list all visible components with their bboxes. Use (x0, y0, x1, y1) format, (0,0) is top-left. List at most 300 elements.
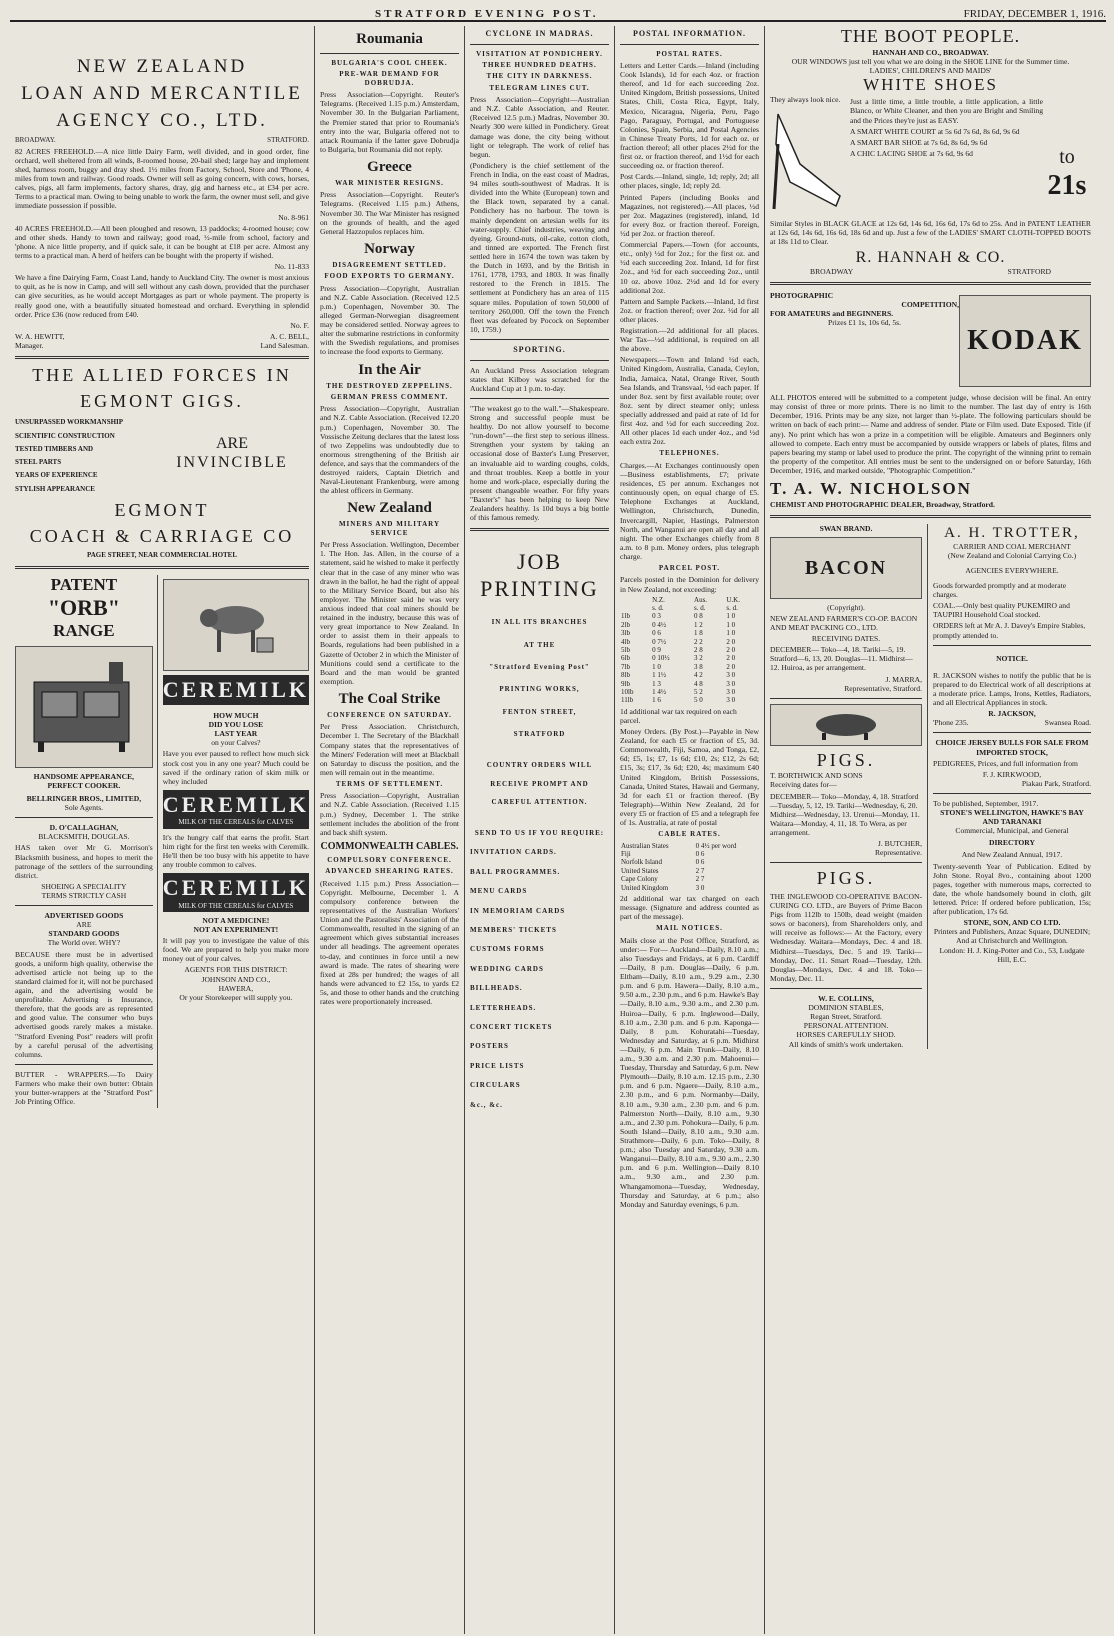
table-cell: 0 10½ (652, 654, 670, 663)
postal-cards: Post Cards.—Inland, single, 1d; reply, 2d; all other places, single, 1d; reply 2d. (620, 172, 759, 191)
table-cell: 3 0 (726, 687, 736, 696)
money-orders: Money Orders. (By Post.)—Payable in New Zealand, for each £5 or fraction of £5, 3d. Commonwealth, Fiji, Samoa, and Tonga, £2, 6d; £5, 1s; £7, 1s 6d; £10, 2s; £12, 2s 6d; £15, 3s; £17, 3s 6d; £20, 4s; maximum £40 United Kingdom, British Possessions, Canada, United States, Hawaii and Germany, 3d for each £1 or fraction thereof. (By Telegraph)—Within New Zealand, 2d for every £5 or fraction of £5 and a telegraph fee of 1s. Australia, at rate of postal (620, 726, 759, 828)
boot-ladies: LADIES', CHILDREN'S AND MAIDS' (869, 65, 992, 75)
collins-name: W. E. COLLINS, (818, 994, 874, 1003)
boot-body (770, 95, 1091, 216)
table-row (620, 875, 759, 883)
table-cell: Fiji (621, 849, 631, 858)
farm-ad-3: We have a fine Dairying Farm, Coast Land, handy to Auckland City. The owner is most anxious to quit, as he is now in Camp, and will sell without any cash down, provided that the purchaser can give securities, as he would accept Mortgages as part or whole payment. The property is really good one, with a beautifully situated homestead and orchard. Everything in splendid order. Price £36 (now reduced from £40. (15, 273, 309, 319)
collins-all: All kinds of smith's work undertaken. (788, 1039, 904, 1049)
job-item: CONCERT TICKETS (470, 1022, 553, 1031)
col5-lower-left (770, 524, 928, 1049)
norway-sub-2: FOOD EXPORTS TO GERMANY. (324, 272, 455, 281)
pigs-heading-2: PIGS. (816, 868, 876, 889)
table-cell: 1 3 (652, 679, 661, 688)
ceremilk-body-3: It will pay you to investigate the value of this food. We are prepared to help you make more money out of your calves. (162, 936, 309, 964)
mail-notices-body: Mails close at the Post Office, Stratford, as under:— For— Auckland—Daily, 8.10 a.m.; also Tuesdays and Fridays, at 6 p.m. Cardiff—Daily, 8 p.m. Douglas—Daily, 6 p.m. Eltham—Daily, 8.10 a.m., 9.29 a.m., 2.30 p.m. and 6 p.m. Hawera—Daily, 8.10 a.m., 9.50 a.m., 2.30 p.m., and 6 p.m. Hawke's Bay—Daily, 8.10 a.m., 9.30 a.m., and 2.30 p.m. Huiroa—Daily, 6 p.m. Inglewood—Daily, 8.10 a.m., 2.30 p.m. and 6 p.m. Kaponga—Daily, 8 p.m. Kohuratahi—Tuesday, Wednesday and Saturday, at 6 p.m. Midhirst—Daily, 6 p.m. Main Trunk—Daily, 8.10 a.m., 9.30 a.m. and 2.30 p.m. Mahoenui—Tuesday, Thursday and Saturday, 6 p.m. New Plymouth—Daily, 8.10 a.m. 12.15 p.m., 2.30 p.m. and 6 p.m. Ngaere—Daily, 8.10 a.m., 2.30 p.m., and 6 p.m. Normanby—Daily, 8.10 a.m., 9.30 a.m., 2.30 p.m. and 6 p.m. Palmerston North—Daily, 8.10 a.m., 9.30 a.m., and 2.30 p.m. Pohokura—Daily, 6 p.m. South Island—Daily, 8.10 a.m., 9.30 a.m. Strathmore—Daily, 6 p.m. Toko—Daily, 8 p.m.; also Tuesday and Saturday, 9.30 a.m. Wanganui—Daily, 8.10 a.m., 9.30 a.m., 2.30 p.m. and 6 p.m. Wellington—Daily 8.10 a.m., 9.30 a.m., and 2.30 p.m. Whangamomona—Tuesday, Wednesday, Thursday and Saturday, at 6 p.m.; also Monday and Saturday evenings, 6 p.m. (620, 935, 759, 1209)
orb-range-ad (15, 575, 158, 1109)
boot-white-shoes: WHITE SHOES (863, 74, 998, 94)
telephones-heading: TELEPHONES. (659, 449, 720, 458)
ceremilk-how-much: HOW MUCH (213, 711, 259, 721)
parcel-note: 1d additional war tax required on each parcel. (620, 706, 737, 725)
egmont-address: PAGE STREET, NEAR COMMERCIAL HOTEL (86, 551, 238, 560)
adv-goods-heading-1: ADVERTISED GOODS (44, 911, 124, 921)
table-cell: 1 1½ (652, 671, 667, 680)
directory-body: Twenty-seventh Year of Publication. Edited by John Stone. Royal 8vo., containing about 1200 pages, together with numerous maps, corrected to date, the whole handsomely bound in cloth, gilt lettered. Price: If ordered before publication, 15s; after publication, 17s 6d. (933, 861, 1091, 917)
in-the-air-sub-1: THE DESTROYED ZEPPELINS. (326, 381, 453, 390)
job-item: INVITATION CARDS. (470, 848, 557, 857)
bacon-pig-logo: BACON (770, 537, 922, 599)
egmont-features (15, 416, 309, 496)
ocallaghan-name: D. O'CALLAGHAN, (49, 823, 119, 833)
pigs-firm-1: T. BORTHWICK AND SONS (770, 771, 863, 781)
table-subheader (620, 604, 759, 612)
bacon-copyright: (Copyright). (827, 602, 865, 612)
table-cell: 0 4½ (652, 620, 667, 629)
sporting-heading: SPORTING. (513, 345, 566, 354)
coal-strike-heading: The Coal Strike (338, 690, 441, 707)
table-cell: 1 0 (726, 612, 736, 621)
cyclone-heading: CYCLONE IN MADRAS. (485, 29, 594, 38)
col5-lower (770, 524, 1091, 1049)
table-cell: 4 2 (694, 671, 703, 680)
postal-rates-heading: POSTAL RATES. (656, 49, 723, 58)
columns (10, 26, 1106, 1634)
orb-ceremilk-section (15, 575, 309, 1109)
job-at-the: AT THE (523, 640, 556, 649)
farm-ad-1-number: No. 8-961 (278, 212, 309, 222)
postal-info-heading: POSTAL INFORMATION. (633, 29, 746, 38)
column-4 (615, 26, 765, 1634)
nz-loan-title-3: AGENCY CO., LTD. (56, 109, 268, 131)
orb-agents: BELLRINGER BROS., LIMITED, (26, 794, 142, 804)
nz-loan-title-2: LOAN AND MERCANTILE (21, 82, 303, 104)
masthead-date: FRIDAY, DECEMBER 1, 1916. (963, 8, 1106, 20)
table-cell (620, 604, 651, 612)
trotter-orders: ORDERS left at Mr A. J. Davey's Empire Stables, promptly attended to. (933, 621, 1086, 640)
coal-strike-sub-2: TERMS OF SETTLEMENT. (335, 779, 444, 788)
cable-note: 2d additional war tax charged on each message. (Signature and address counted as part of the message). (620, 893, 759, 922)
table-cell: s. d. (726, 604, 738, 613)
baxters-ad: "The weakest go to the wall."—Shakespeare. Strong and successful people must be healthy. Do not allow yourself to become "run-down"—the first step to serious illness. Strengthen your system by taking an occasional dose of Baxter's Lung Preserver, an invaluable aid to warding coughs, colds, and throat troubles. Keep a bottle in your home and work-place, especially during the present changeable weather. For fifty years "Baxter's" has been helping to keep New Zealanders healthy. 1s 10d buys a big bottle of this famous remedy. (470, 403, 609, 523)
boot-to: to (1059, 146, 1075, 169)
directory-annual: And New Zealand Annual, 1917. (961, 850, 1063, 860)
bacon-dates: DECEMBER— Toko—4, 18. Tariki—5, 19. Stratford—6, 13, 20. Douglas—11. Midhirst—12. Huiroa, as per arrangement. (770, 645, 913, 673)
notice-contact: 'Phone 235. Swansea Road. (933, 718, 1091, 728)
ceremilk-agent-name: JOHNSON AND CO., (201, 974, 271, 984)
table-cell (620, 596, 651, 604)
table-row (620, 696, 759, 704)
notice-heading: NOTICE. (996, 653, 1028, 663)
table-cell: 1 8 (694, 629, 703, 638)
egmont-feature: UNSURPASSED WORKMANSHIP (15, 418, 124, 427)
ceremilk-did-you-lose: DID YOU LOSE (208, 720, 264, 730)
table-cell: 3 0 (726, 679, 736, 688)
egmont-feature: YEARS OF EXPERIENCE (15, 471, 98, 480)
boot-description: Just a little time, a little trouble, a little application, a little Blanco, or White Cleaner, and then you are Bright and Smiling and the Prices they're just as EASY. (850, 97, 1043, 125)
parcel-post-heading: PARCEL POST. (658, 564, 721, 573)
orb-perfect: PERFECT COOKER. (47, 780, 121, 790)
parcel-post-body: Parcels posted in the Dominion for delivery in New Zealand, not exceeding: (620, 575, 759, 594)
table-row (620, 680, 759, 688)
ocallaghan-shoeing: SHOEING A SPECIALITY (41, 881, 127, 891)
stove-icon (24, 657, 144, 757)
egmont-feature-list (15, 416, 155, 496)
table-cell: 7lb (621, 662, 630, 671)
table-row (620, 663, 759, 671)
kodak-logo: KODAK (967, 325, 1083, 357)
pig-illustration (770, 704, 922, 746)
table-cell: 2 0 (726, 646, 736, 655)
table-row (620, 629, 759, 637)
table-cell: s. d. (694, 604, 706, 613)
kodak-prizes: Prizes £1 1s, 10s 6d, 5s. (828, 318, 901, 328)
job-item: CIRCULARS (470, 1081, 521, 1090)
cable-rates-table (620, 842, 759, 892)
table-cell: 3 0 (726, 696, 736, 705)
shoe-illustration: They always look nice. (770, 95, 850, 216)
job-item: MEMBERS' TICKETS (470, 925, 557, 934)
table-cell: 1lb (621, 612, 630, 621)
greece-body: Press Association—Copyright. Reuter's Telegrams. (Received 1.15 p.m.) Athens, November 30. The War Minister has resigned on the grounds of health, and the aged General Hazzopulos replaces him. (320, 190, 459, 236)
table-cell: 3 2 (694, 654, 703, 663)
egmont-feature: STYLISH APPEARANCE (15, 484, 95, 493)
kodak-illustration (959, 295, 1091, 387)
ocallaghan-terms: TERMS STRICTLY CASH (41, 891, 127, 900)
boot-price-2: A SMART BAR SHOE at 7s 6d, 8s 6d, 9s 6d (850, 137, 988, 147)
directory-heading: DIRECTORY (988, 838, 1035, 848)
boot-price-3: A CHIC LACING SHOE at 7s 6d, 9s 6d (850, 148, 973, 158)
pigs-sub-1: Receiving dates for— (770, 780, 837, 790)
table-row (620, 842, 759, 850)
commonwealth-body: (Received 1.15 p.m.) Press Association—Copyright. Melbourne, December 1. A compulsory conference between the representatives of the Australian Workers' Union and the Pastoralists' Association of the Commonwealth, resulted in the signing of an agreement which gives substantial increases under all headings. The agreement operates to-day, and continues in force until a new award is made. The rates of shearing were fixed at 28s per hundred; the wages of all hands were advanced to £2 15s, to yards £2 5s, and those to other hands and the crutching rates were proportionately increased. (320, 878, 459, 1007)
orb-title-2: "ORB" (47, 595, 120, 621)
table-cell: 2 8 (694, 646, 703, 655)
roumania-heading: Roumania (356, 31, 423, 47)
table-row (620, 688, 759, 696)
ceremilk-agent-town: HAWERA, (218, 983, 254, 993)
shoe-icon (770, 104, 848, 214)
directory-title: STONE'S WELLINGTON, HAWKE'S BAY AND TARANAKI (940, 808, 1084, 827)
table-cell: 2lb (621, 620, 630, 629)
job-item: WEDDING CARDS (470, 964, 544, 973)
ceremilk-logo-2: CEREMILK MILK OF THE CEREALS for CALVES (163, 790, 309, 829)
job-item: BILLHEADS. (470, 984, 523, 993)
printing-heading: PRINTING (480, 575, 599, 601)
orb-title-3: RANGE (53, 621, 115, 641)
ceremilk-not-experiment: NOT AN EXPERIMENT! (193, 925, 279, 934)
table-cell: 0 4½ per word (695, 841, 737, 850)
sporting-body: An Auckland Press Association telegram states that Kilboy was scratched for the Auckland Cup at 1 p.m. to-day. (470, 365, 609, 393)
column-1 (10, 26, 315, 1634)
ceremilk-on-calves: on your Calves? (211, 738, 261, 748)
job-item: PRICE LISTS (470, 1061, 525, 1070)
farm-ad-2: 40 ACRES FREEHOLD.—All been ploughed and resown, 13 paddocks; 4-roomed house; cow and other sheds. Handy to town and railway; good road, ½-mile from school, factory and 'phone. A nice little property, and if quick sale, it can be bought at £18 per acre. Almost any terms to a practical man. A herd of heifers can be bought with the property if wished. (15, 223, 309, 260)
postal-registration: Registration.—2d additional for all places. War Tax—½d additional, is required on all the above. (620, 326, 759, 354)
table-cell: 0 8 (694, 612, 703, 621)
table-cell: 3 8 (694, 662, 703, 671)
ceremilk-body-1: Have you ever paused to reflect how much sick stock cost you in any one year? Much could be saved if the ordinary ration of skim milk or whey included (162, 749, 309, 786)
coal-strike-body-2: Press Association—Copyright, Australian and N.Z. Cable Association. (Received 1.15 p.m.) Sydney, December 1. The strike settlement includes the abolition of the front and back shift system. (320, 791, 459, 837)
table-cell: 2 7 (695, 875, 705, 884)
job-item: MENU CARDS (470, 887, 528, 896)
commonwealth-sub-1: COMPULSORY CONFERENCE. (327, 855, 452, 864)
table-cell: 1 2 (694, 620, 703, 629)
pigs-heading-1: PIGS. (816, 749, 876, 770)
job-items-list (470, 848, 609, 1108)
job-heading: JOB (516, 549, 563, 575)
ceremilk-logo-1: CEREMILK (163, 675, 309, 705)
range-stove-illustration (15, 646, 153, 768)
coal-strike-sub: CONFERENCE ON SATURDAY. (327, 710, 452, 719)
table-cell: 2 0 (726, 637, 736, 646)
trotter-agencies: AGENCIES EVERYWHERE. (965, 565, 1059, 575)
nicholson-name: T. A. W. NICHOLSON (770, 479, 972, 499)
table-cell: 5lb (621, 646, 630, 655)
job-item: IN MEMORIAM CARDS (470, 906, 566, 915)
bulls-heading: CHOICE JERSEY BULLS FOR SALE FROM IMPORTED STOCK, (935, 738, 1089, 757)
adv-goods-heading-2: ARE (76, 920, 92, 930)
norway-body: Press Association—Copyright, Australian and N.Z. Cable Association. (Received 12.5 p.m.) Copenhagen, November 30. The alleged German-Norwegian disagreement may be considered settled. Norway agrees to alter the submarine restrictions in conformity with the Swedish regulations, and promises to increase the food exports to Germany. (320, 283, 459, 357)
bacon-receiving: RECEIVING DATES. (811, 634, 881, 644)
table-cell: 2 0 (726, 654, 736, 663)
table-row (620, 654, 759, 662)
nz-loan-signatures: W. A. HEWITT, Manager. A. C. BELL, Land Salesman. (15, 331, 309, 350)
egmont-company-1: EGMONT (114, 500, 210, 521)
postal-letters: Letters and Letter Cards.—Inland (including Cook Islands), 1d for each 4oz. or fraction thereof, and 1d for each succeeding 2oz. United Kingdom, British possessions, United States, Chili, Costa Rica, Egypt, Italy, Mexico, Nicaragua, Nigeria, Peru, Pago Pago, Paraguay, Portugal, and Portuguese Colonies, Spain, Serbia, and Postal Agencies in Chinese Treaty Ports, 1d for each oz. or fraction thereof; all other places 2½d for the first oz. or fraction thereof, and 1½d for each succeeding oz. or fraction thereof. (620, 60, 759, 171)
trotter-coal: COAL.—Only best quality PUKEMIRO and TAUPIRI Household Coal stocked. (933, 601, 1070, 620)
kodak-competition (770, 291, 1091, 391)
table-cell: 4lb (621, 637, 630, 646)
masthead (10, 2, 1106, 22)
trotter-sub: (New Zealand and Colonial Carrying Co.) (947, 550, 1077, 560)
pigs-rep-1: J. BUTCHER, (877, 839, 922, 849)
column-5 (765, 26, 1096, 1634)
postal-commercial: Commercial Papers.—Town (for accounts, etc., only) ½d for 2oz.; for the first oz. and ½d each succeeding 2oz. Inland, 1d for first 2oz., and ½d for each succeeding 2oz., until 10 oz. above 10oz. 2½d and 1d for every additional 2oz. (620, 240, 759, 295)
bulls-name: F. J. KIRKWOOD, (982, 769, 1042, 779)
bacon-brand: SWAN BRAND. (819, 523, 873, 533)
bulls-address: Piakau Park, Stratford. (1021, 778, 1091, 788)
cyclone-body: Press Association—Copyright—Australian and N.Z. Cable Association, and Reuter. (Received 12.5 p.m.) Madras, November 30. Nearly 300 were killed in Pondichery. Great damage was done, the city being without light or telegraph. The work of relief has begun. (470, 95, 609, 159)
table-cell: 2 7 (695, 866, 705, 875)
table-row (620, 646, 759, 654)
pigs-rep-title-1: Representative. (874, 848, 922, 858)
column-2 (315, 26, 465, 1634)
boot-price-1: A SMART WHITE COURT at 5s 6d 7s 6d, 8s 6d, 9s 6d (850, 126, 1020, 136)
table-cell: 0 6 (695, 858, 705, 867)
table-row (620, 858, 759, 866)
table-cell: United Kingdom (621, 883, 669, 892)
table-cell: Australian States (621, 841, 669, 850)
collins-shod: HORSES CAREFULLY SHOD. (796, 1030, 896, 1040)
egmont-headline-2: EGMONT GIGS. (80, 390, 244, 411)
adv-goods-heading-3: STANDARD GOODS (48, 929, 120, 939)
table-cell: 1 0 (652, 662, 661, 671)
job-item: &c., &c. (470, 1100, 503, 1109)
ceremilk-agents: AGENTS FOR THIS DISTRICT: (184, 965, 288, 975)
job-branches: IN ALL ITS BRANCHES (491, 618, 588, 627)
postal-samples: Pattern and Sample Packets.—Inland, 1d first 2oz. or fraction thereof; over 2oz. ½d for all other places. (620, 296, 759, 324)
cyclone-sub-4: TELEGRAM LINES CUT. (489, 83, 590, 92)
ceremilk-last-year: LAST YEAR (214, 729, 258, 739)
cyclone-sub-3: THE CITY IN DARKNESS. (486, 72, 593, 81)
ocallaghan-body: HAS taken over Mr G. Morrison's Blacksmith business, and hopes to merit the patronage of the settlers of the surrounding district. (15, 843, 153, 880)
table-cell: 11lb (621, 696, 634, 705)
directory-firm: STONE, SON, AND CO LTD. (963, 918, 1061, 928)
adv-goods-heading-4: The World over. WHY? (47, 938, 121, 948)
in-the-air-body: Press Association—Copyright, Australian and N.Z. Cable Association. (Received 12.20 p.m.) Copenhagen, November 30. The Vossische Zeitung declares that the latest loss of two Zeppelins was undoubtedly due to enormous strengthening of the British air defence, and says that the commanders of the destroyed raiders, Captain Dietrich and Naval-Lieutenant Frankenburg, were among the ablest officers in Germany. (320, 404, 459, 496)
masthead-title: STRATFORD EVENING POST. (375, 8, 599, 20)
egmont-company-2: COACH & CARRIAGE CO (29, 525, 295, 546)
egmont-invincible: INVINCIBLE (176, 454, 288, 472)
orb-handsome: HANDSOME APPEARANCE, (33, 771, 135, 781)
collins-attention: PERSONAL ATTENTION. (803, 1021, 889, 1031)
table-cell: 0 9 (652, 646, 661, 655)
job-town: STRATFORD (513, 730, 566, 739)
parcel-rates-table (620, 596, 759, 705)
roumania-sub-2: PRE-WAR DEMAND FOR DOBRUDJA. (339, 70, 440, 87)
cyclone-sub-2: THREE HUNDRED DEATHS. (482, 60, 597, 69)
kodak-heading-1: PHOTOGRAPHIC (770, 291, 834, 301)
farm-ad-2-number: No. 11-833 (274, 262, 309, 272)
table-row (620, 671, 759, 679)
job-country-orders: COUNTRY ORDERS WILL RECEIVE PROMPT AND CAREFUL ATTENTION. (486, 761, 593, 806)
collins-stables: DOMINION STABLES, (808, 1003, 884, 1013)
ceremilk-not-medicine: NOT A MEDICINE! (202, 915, 270, 925)
pig-icon (806, 709, 886, 741)
boot-company-address: BROADWAY STRATFORD (810, 267, 1051, 277)
orb-agents-sole: Sole Agents. (64, 803, 104, 813)
cyclone-body-2: (Pondichery is the chief settlement of the French in India, on the east coast of Madras, 94 miles south-southwest of Madras. It is divided into the White (European) town and the Black town, separated by a canal. Pondichery has no harbour. The town is mainly dependent on artesian wells for its water-supply. Chief industries, weaving and dyeing. Ground-nuts, oil-cake, cotton cloth, and tinned are exported. The French first settled here in 1674 the town was taken by the Dutch in 1693, and by the British in 1761, 1778, 1793, and 1803. It was finally restored to the French in 1815. The settlement at Pondichery has an area of 115 square miles. Population of town 50,000 of territory 260,000. Off the town the French fleet was defeated by Pocock on September 10, 1759.) (470, 160, 609, 334)
job-item: LETTERHEADS. (470, 1003, 537, 1012)
trotter-name: A. H. TROTTER, (944, 524, 1080, 541)
table-cell: Norfolk Island (621, 858, 663, 867)
kodak-body: ALL PHOTOS entered will be submitted to a competent judge, whose decision will be final. An entry may consist of three or more prints. There is no limit to the number. The last day of entry is 16th December, 1916. Prints may be any size, not larger than ½-plate. The following particulars should be written on back of each print:— Name and address of sender. Plate or Film used. Date Exposed. Title (if any). No print which has won a prize in a competition will be eligible. Amateurs and Beginners only allowed to compete. Each entry must be accompanied by outside wrappers or labels of plates, films and papers bearing my stamp or label used to produce the print. The copyright of the winning print to remain the property of the competitor. All entries must be sent to the undersigned on or before Saturday, 16th December, 1916, and marked outside, "Photographic Competition." (770, 393, 1091, 476)
table-cell: 0 7½ (652, 637, 667, 646)
table-cell: 3 0 (695, 883, 705, 892)
in-the-air-sub-2: GERMAN PRESS COMMENT. (330, 392, 449, 401)
farm-ad-3-number: No. F. (290, 320, 309, 330)
table-cell: Cape Colony (621, 875, 658, 884)
commonwealth-heading: COMMONWEALTH CABLES. (320, 840, 459, 852)
kodak-heading-2: COMPETITION, (901, 300, 959, 310)
egmont-feature: TESTED TIMBERS AND (15, 444, 94, 453)
table-cell: 6lb (621, 654, 630, 663)
calf-illustration (163, 579, 309, 671)
trotter-trade: CARRIER AND COAL MERCHANT (953, 541, 1071, 551)
postal-printed: Printed Papers (including Books and Magazines, not registered).—All places, ½d per 2oz. Magazines (registered), inland, 1d for every 8oz. or fraction thereof. Foreign, ½d per 2oz. or fraction thereof. (620, 192, 759, 238)
egmont-headline-1: THE ALLIED FORCES IN (32, 365, 292, 386)
job-send: SEND TO US IF YOU REQUIRE: (474, 829, 605, 838)
egmont-feature: STEEL PARTS (15, 458, 62, 467)
boot-firm: HANNAH AND CO., BROADWAY. (872, 47, 989, 57)
table-cell: 2 2 (694, 637, 703, 646)
table-cell: 0 6 (695, 849, 705, 858)
egmont-feature: SCIENTIFIC CONSTRUCTION (15, 431, 115, 440)
norway-heading: Norway (364, 240, 415, 257)
bacon-rep-name: J. MARRA, (885, 674, 922, 684)
table-cell: 1 0 (726, 620, 736, 629)
pigs-body-2: THE INGLEWOOD CO-OPERATIVE BACON-CURING CO. LTD., are Buyers of Prime Bacon Pigs from 112lb to 150lb, dead weight (maiden sows or baconers), from Shareholders only, and will receive as follows:— At the Factory, every Wednesday. Waitara—Mondays, Dec. 4 and 18. Midhirst—Tuesdays, Dec. 5 and 19. Tariki—Monday, Dec. 11. Smart Road—Tuesday, 12th. Douglas—Mondays, Dec. 4 and 18. Toko—Monday, Dec. 11. (770, 891, 922, 983)
job-street: FENTON STREET, (502, 707, 577, 716)
pigs-dates-1: DECEMBER— Toko—Monday, 4, 18. Stratford—Tuesday, 5, 12, 19. Tariki—Wednesday, 6, 20. Midhirst—Wednesday, 13. Urenui—Monday, 11. Waitara—Monday, 4, 11, 18. To Wera, as per arrangement. (770, 791, 920, 837)
table-cell: 10lb (621, 687, 634, 696)
orb-title-1: PATENT (50, 574, 118, 594)
table-cell: 8lb (621, 671, 630, 680)
job-office: "Stratford Evening Post" (489, 662, 590, 671)
greece-heading: Greece (367, 158, 412, 175)
cable-rates-heading: CABLE RATES. (658, 830, 721, 839)
table-row (620, 867, 759, 875)
column-3 (465, 26, 615, 1634)
adv-goods-body: BECAUSE there must be in advertised goods, a uniform high quality, otherwise the advertised article not being up to the standard claimed for it, will not be purchased again, and the advertising would be unprofitable. Advertising is Insurance, therefore, that the goods are as represented and good value. The consumer who buys advertised goods rarely makes a mistake. "Stratford Evening Post" readers will profit by a careful perusal of the advertising columns. (15, 949, 153, 1059)
table-cell: 5 0 (694, 696, 703, 705)
directory-sub: Commercial, Municipal, and General (955, 826, 1069, 836)
butter-wrappers-ad: BUTTER - WRAPPERS.—To Dairy Farmers who make their own butter: Obtain your butter-wrappers at the "Stratford Post" Job Printing Office. (15, 1069, 153, 1107)
trotter-body: Goods forwarded promptly and at moderate charges. (933, 580, 1067, 600)
table-cell: Aus. (694, 595, 708, 604)
table-cell: N.Z. (652, 595, 665, 604)
collins-address: Regan Street, Stratford. (810, 1012, 882, 1022)
directory-pub: To be published, September, 1917. (933, 798, 1039, 808)
nz-loan-location: BROADWAY. STRATFORD. (15, 136, 309, 145)
table-cell: U.K. (726, 595, 740, 604)
nicholson-sub: CHEMIST AND PHOTOGRAPHIC DEALER, Broadway, Stratford. (770, 499, 995, 509)
postal-newspapers: Newspapers.—Town and Inland ½d each, United Kingdom, Australia, Canada, Ceylon, India, Jamaica, Natal, Orange River, South Sea Islands, and Transvaal, ½d each paper. If under 8oz. sent by first available route; over 8oz. sent by direct steamer only; unless specially addressed and paid at rate of 1d for first 4oz. and ½d for each succeeding 2oz. All other places 1d each under 4oz., and ½d each extra 2oz. (620, 355, 759, 447)
bacon-company: NEW ZEALAND FARMER'S CO-OP. BACON AND MEAT PACKING CO., LTD. (770, 613, 918, 632)
new-zealand-body: Per Press Association. Wellington, December 1. The Hon. Jas. Allen, in the course of a statement, said he wished to make it perfectly clear that in the case of any miner who was drawn in the ballot, he had the right of appeal to the Military Service Board, but also his employer. The Minister said he was very anxious indeed that coal miners should be retained in the industry, because this was of very great importance to New Zealand. In order to assist them in their appeals to Boards, regulations had been published in a Gazette of October 2 in which the Minister of Munitions could send a certificate to the Board and the man would be granted exemption. (320, 540, 459, 686)
table-cell: s. d. (652, 604, 664, 613)
table-cell: 3 0 (726, 671, 736, 680)
boot-intro: OUR WINDOWS just tell you what we are doing in the SHOE LINE for the Summer time. (791, 56, 1070, 66)
table-cell: United States (621, 866, 659, 875)
table-cell: 9lb (621, 679, 630, 688)
commonwealth-sub-2: ADVANCED SHEARING RATES. (325, 867, 454, 876)
directory-london: London: H. J. King-Potter and Co., 53, Ludgate Hill, E.C. (939, 945, 1085, 964)
table-row (620, 850, 759, 858)
ceremilk-or: Or your Storekeeper will supply you. (179, 992, 293, 1002)
table-cell: 1 6 (652, 696, 661, 705)
table-cell: 2 0 (726, 662, 736, 671)
nz-loan-title-1: NEW ZEALAND (76, 56, 248, 77)
table-row (620, 612, 759, 620)
col5-lower-right (928, 524, 1091, 1049)
table-row (620, 638, 759, 646)
job-works: PRINTING WORKS, (499, 685, 580, 694)
table-cell: 1 4½ (652, 687, 667, 696)
boot-21s: 21s (1047, 170, 1087, 202)
job-item: BALL PROGRAMMES. (470, 867, 561, 876)
job-item: POSTERS (470, 1042, 509, 1051)
table-cell: 3lb (621, 629, 630, 638)
ceremilk-logo-3: CEREMILK MILK OF THE CEREALS for CALVES (163, 873, 309, 912)
ocallaghan-trade: BLACKSMITH, DOUGLAS. (38, 832, 130, 842)
directory-firm-2: Printers and Publishers, Anzac Square, DUNEDIN; (933, 927, 1091, 937)
greece-sub: WAR MINISTER RESIGNS. (335, 178, 444, 187)
new-zealand-sub: MINERS AND MILITARY SERVICE (338, 520, 441, 537)
mail-notices-heading: MAIL NOTICES. (656, 924, 723, 933)
ceremilk-ad (158, 575, 309, 1109)
roumania-body: Press Association—Copyright. Reuter's Telegrams. (Received 1.15 p.m.) Amsterdam, November 30. In the Bulgarian Parliament, the Premier stated that prior to Roumania's entry into the war, Bulgaria offered not to attack Roumania if the latter gave Dobrudja to Bulgaria, but Roumania did not reply. (320, 90, 459, 154)
coal-strike-body: Per Press Association. Christchurch, December 1. The Secretary of the Blackball Company states that the representatives of the Miners' Federation will meet at Blackball on Saturday to discuss the position, and the men will remain out in the meantime. (320, 722, 459, 777)
bulls-body: PEDIGREES, Prices, and full information from (933, 758, 1078, 768)
job-item: CUSTOMS FORMS (470, 945, 545, 954)
telephones-body: Charges.—At Exchanges continuously open—Business establishments, £7; private residences, £5 per annum. Exchanges not continuously open, on equal charge of £5. Telephone Exchanges at Auckland, Wellington, Christchurch, Dunedin, Invercargill, Napier, Hastings, Palmerston North, and Wanganui are open all day and all night. The other Exchanges chiefly from 8 a.m. to 8 p.m. Money orders, plus telegraph charge. (620, 460, 759, 561)
directory-firm-3: And at Christchurch and Wellington. (956, 936, 1068, 946)
table-cell: 4 8 (694, 679, 703, 688)
in-the-air-heading: In the Air (358, 361, 421, 378)
kodak-heading-3: FOR AMATEURS and BEGINNERS. (770, 309, 894, 319)
